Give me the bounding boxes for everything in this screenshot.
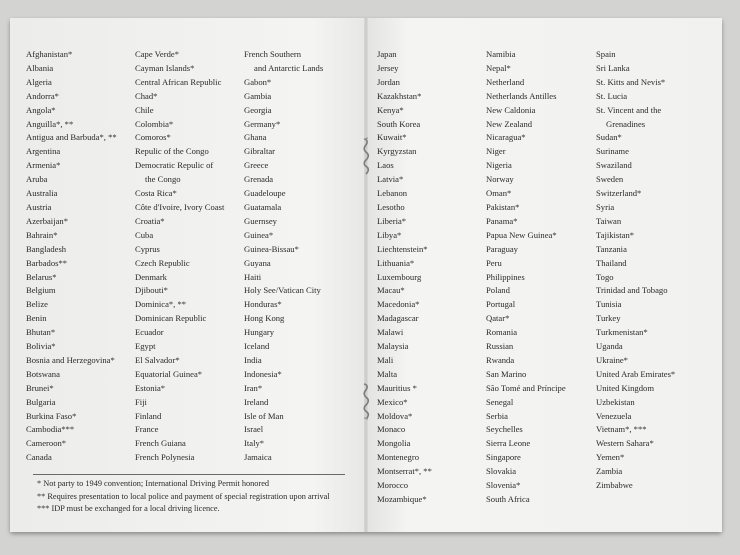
country-entry: Azerbaijan* bbox=[26, 215, 68, 226]
country-entry: El Salvador* bbox=[135, 354, 180, 365]
country-entry: Ukraine* bbox=[596, 354, 628, 365]
country-entry: Malawi bbox=[377, 327, 404, 338]
country-entry: Mozambique* bbox=[377, 494, 427, 504]
country-entry: Vietnam*, *** bbox=[596, 424, 647, 435]
country-entry: Burkina Faso* bbox=[26, 410, 77, 421]
country-entry: Macedonia* bbox=[377, 299, 420, 310]
country-entry: São Tomé and Príncipe bbox=[486, 382, 566, 393]
country-entry: Bangladesh bbox=[26, 243, 67, 254]
country-entry: Thailand bbox=[596, 257, 627, 268]
country-entry: Nicaragua* bbox=[486, 132, 526, 143]
country-entry: Grenada bbox=[244, 174, 274, 185]
country-entry: Sudan* bbox=[596, 132, 622, 143]
country-entry: Belize bbox=[26, 299, 48, 310]
footnote-double-asterisk: ** Requires presentation to local police and payment of special registration upon arrival bbox=[37, 491, 330, 501]
country-entry: Russian bbox=[486, 341, 514, 352]
country-entry: Western Sahara* bbox=[596, 438, 654, 449]
country-entry: Trinidad and Tobago bbox=[596, 285, 668, 296]
country-entry: Liechtenstein* bbox=[377, 243, 428, 254]
country-entry: Yemen* bbox=[596, 452, 625, 463]
country-entry: Guinea-Bissau* bbox=[244, 243, 299, 254]
country-entry: Panama* bbox=[486, 215, 518, 226]
country-entry: Cayman Islands* bbox=[135, 62, 195, 73]
country-column-5 bbox=[486, 48, 566, 507]
country-entry: Czech Republic bbox=[135, 257, 190, 268]
country-entry: Uganda bbox=[596, 341, 623, 352]
country-entry: Senegal bbox=[486, 396, 514, 407]
country-entry: India bbox=[244, 354, 262, 365]
country-entry: Costa Rica* bbox=[135, 188, 177, 199]
country-entry: Chad* bbox=[135, 90, 158, 101]
country-entry: St. Vincent and the bbox=[596, 104, 662, 115]
country-entry: Guadeloupe bbox=[244, 188, 286, 199]
country-entry: Cambodia*** bbox=[26, 424, 75, 435]
country-entry: Sierra Leone bbox=[486, 438, 531, 449]
country-entry: Kenya* bbox=[377, 104, 404, 115]
country-entry: Austria bbox=[26, 201, 52, 212]
country-entry: Guatamala bbox=[244, 201, 282, 212]
country-entry: Laos bbox=[377, 160, 394, 171]
country-entry: Armenia* bbox=[26, 160, 61, 171]
country-entry: Bolivia* bbox=[26, 341, 56, 352]
footnote-triple-asterisk: *** IDP must be exchanged for a local driving licence. bbox=[37, 504, 220, 514]
country-entry: Mauritius * bbox=[377, 382, 417, 393]
country-entry: Repulic of the Congo bbox=[135, 146, 209, 157]
country-entry: Ghana bbox=[244, 132, 267, 143]
country-entry: Israel bbox=[244, 424, 264, 435]
country-entry: French Guiana bbox=[135, 438, 186, 449]
country-entry: Equatorial Guinea* bbox=[135, 368, 203, 379]
country-entry: Gibraltar bbox=[244, 146, 276, 157]
country-entry: Djibouti* bbox=[135, 285, 168, 296]
country-entry: Niger bbox=[486, 146, 506, 157]
country-entry: Cuba bbox=[135, 229, 154, 240]
country-entry: Italy* bbox=[244, 438, 265, 449]
country-entry: St. Kitts and Nevis* bbox=[596, 76, 666, 87]
country-entry: Monaco bbox=[377, 424, 406, 435]
country-entry: Hong Kong bbox=[244, 313, 285, 324]
country-entry: Ireland bbox=[244, 396, 269, 407]
country-entry: Ecuador bbox=[135, 327, 164, 338]
country-entry: Indonesia* bbox=[244, 368, 282, 379]
country-entry: Tajikistan* bbox=[596, 229, 635, 240]
country-entry: Isle of Man bbox=[244, 410, 284, 421]
country-entry: Mali bbox=[377, 354, 394, 365]
country-entry: Côte d'Ivoire, Ivory Coast bbox=[135, 201, 225, 212]
country-entry: Holy See/Vatican City bbox=[244, 285, 321, 296]
country-entry: Zimbabwe bbox=[596, 480, 633, 491]
country-entry: Malaysia bbox=[377, 341, 409, 352]
country-entry: Poland bbox=[486, 285, 510, 296]
country-entry: Swaziland bbox=[596, 160, 632, 171]
country-column-1 bbox=[26, 48, 117, 465]
country-entry: Andorra* bbox=[26, 90, 59, 101]
country-entry: Switzerland* bbox=[596, 188, 642, 199]
country-entry: Portugal bbox=[486, 299, 516, 310]
country-entry: Denmark bbox=[135, 271, 167, 282]
country-entry: Greece bbox=[244, 160, 269, 171]
country-entry: Bosnia and Herzegovina* bbox=[26, 354, 115, 365]
country-entry: Tunisia bbox=[596, 299, 622, 310]
country-entry: Algeria bbox=[26, 76, 52, 87]
country-entry: Chile bbox=[135, 104, 154, 115]
country-entry: Taiwan bbox=[596, 215, 622, 226]
country-entry: Australia bbox=[26, 188, 58, 199]
country-entry: San Marino bbox=[486, 368, 527, 379]
country-entry: Slovenia* bbox=[486, 480, 521, 491]
country-entry: Spain bbox=[596, 49, 616, 59]
country-entry: Kyrgyzstan bbox=[377, 146, 417, 157]
country-entry: New Zealand bbox=[486, 118, 533, 129]
country-entry: Syria bbox=[596, 201, 615, 212]
country-entry: Belgium bbox=[26, 285, 56, 296]
country-entry: Afghanistan* bbox=[26, 49, 73, 59]
country-entry: Guyana bbox=[244, 257, 271, 268]
country-entry: Belarus* bbox=[26, 271, 57, 282]
country-entry: Zambia bbox=[596, 466, 623, 477]
country-entry: Macau* bbox=[377, 285, 405, 296]
booklet bbox=[10, 18, 722, 532]
country-entry: Serbia bbox=[486, 410, 508, 421]
country-entry: Pakistan* bbox=[486, 201, 520, 212]
country-entry: Lebanon bbox=[377, 188, 408, 199]
country-entry: Sri Lanka bbox=[596, 62, 630, 73]
country-entry: Angola* bbox=[26, 104, 56, 115]
country-entry: Latvia* bbox=[377, 174, 404, 185]
country-entry: New Caldonia bbox=[486, 104, 536, 115]
country-column-2 bbox=[135, 48, 224, 465]
country-entry: Guinea* bbox=[244, 229, 274, 240]
country-entry: Romania bbox=[486, 327, 518, 338]
country-entry: Guernsey bbox=[244, 215, 277, 226]
footnotes bbox=[37, 478, 330, 516]
country-entry: Malta bbox=[377, 368, 398, 379]
country-entry: Madagascar bbox=[377, 313, 419, 324]
country-entry: Seychelles bbox=[486, 424, 523, 435]
country-entry: Netherland bbox=[486, 76, 525, 87]
country-entry: Turkmenistan* bbox=[596, 327, 648, 338]
country-entry: Democratic Repulic of bbox=[135, 160, 214, 171]
country-entry: South Africa bbox=[486, 494, 530, 504]
country-entry: Haiti bbox=[244, 271, 262, 282]
country-entry: Kazakhstan* bbox=[377, 90, 422, 101]
country-entry: Nepal* bbox=[486, 62, 511, 73]
country-entry: Cyprus bbox=[135, 243, 160, 254]
country-entry: Suriname bbox=[596, 146, 629, 157]
country-column-6 bbox=[596, 48, 675, 493]
country-entry: Central African Republic bbox=[135, 76, 222, 87]
country-entry: Germany* bbox=[244, 118, 281, 129]
country-entry: Moldova* bbox=[377, 410, 413, 421]
country-entry: Sweden bbox=[596, 174, 624, 185]
country-entry: Grenadines bbox=[606, 118, 646, 129]
country-entry: Kuwait* bbox=[377, 132, 407, 143]
country-entry: Togo bbox=[596, 271, 614, 282]
country-entry: Qatar* bbox=[486, 313, 510, 324]
country-column-4 bbox=[377, 48, 432, 507]
country-entry: Luxembourg bbox=[377, 271, 422, 282]
country-column-3 bbox=[244, 48, 323, 465]
country-entry: Honduras* bbox=[244, 299, 282, 310]
country-entry: Cameroon* bbox=[26, 438, 67, 449]
country-entry: United Arab Emirates* bbox=[596, 368, 676, 379]
country-entry: Benin bbox=[26, 313, 47, 324]
country-entry: Montenegro bbox=[377, 452, 420, 463]
country-entry: Iceland bbox=[244, 341, 270, 352]
country-entry: the Congo bbox=[145, 174, 181, 185]
country-entry: Dominican Republic bbox=[135, 313, 207, 324]
country-entry: Fiji bbox=[135, 396, 147, 407]
country-entry: Morocco bbox=[377, 480, 409, 491]
country-entry: Georgia bbox=[244, 104, 272, 115]
country-entry: Aruba bbox=[26, 174, 48, 185]
footnote-single-asterisk: * Not party to 1949 convention; International Driving Permit honored bbox=[37, 479, 270, 488]
country-entry: Rwanda bbox=[486, 354, 515, 365]
country-entry: French Southern bbox=[244, 49, 302, 59]
country-entry: Philippines bbox=[486, 271, 525, 282]
country-entry: Papua New Guinea* bbox=[486, 229, 557, 240]
country-entry: United Kingdom bbox=[596, 382, 655, 393]
booklet-spine bbox=[364, 18, 368, 532]
country-entry: Venezuela bbox=[596, 410, 632, 421]
staple-top bbox=[359, 136, 373, 176]
country-entry: Jersey bbox=[377, 62, 399, 73]
country-entry: Bhutan* bbox=[26, 327, 56, 338]
country-entry: Hungary bbox=[244, 327, 275, 338]
country-entry: Gambia bbox=[244, 90, 272, 101]
country-entry: France bbox=[135, 424, 159, 435]
country-entry: and Antarctic Lands bbox=[254, 62, 324, 73]
country-entry: Japan bbox=[377, 49, 397, 59]
country-entry: French Polynesia bbox=[135, 452, 195, 463]
country-entry: Brunei* bbox=[26, 382, 54, 393]
country-entry: Croatia* bbox=[135, 215, 165, 226]
country-entry: Albania bbox=[26, 62, 54, 73]
country-entry: Argentina bbox=[26, 146, 61, 157]
country-entry: Peru bbox=[486, 257, 502, 268]
country-entry: Netherlands Antilles bbox=[486, 90, 557, 101]
country-entry: Tanzania bbox=[596, 243, 627, 254]
country-entry: Uzbekistan bbox=[596, 396, 635, 407]
country-entry: Libya* bbox=[377, 229, 402, 240]
country-entry: Mongolia bbox=[377, 438, 411, 449]
country-entry: Jamaica bbox=[244, 452, 272, 463]
country-entry: Comoros* bbox=[135, 132, 171, 143]
country-entry: Mexico* bbox=[377, 396, 408, 407]
country-entry: Singapore bbox=[486, 452, 521, 463]
country-entry: Egypt bbox=[135, 341, 156, 352]
country-entry: Botswana bbox=[26, 368, 60, 379]
country-entry: Finland bbox=[135, 410, 162, 421]
country-entry: St. Lucia bbox=[596, 90, 628, 101]
country-entry: Barbados** bbox=[26, 257, 68, 268]
country-entry: Anguilla*, ** bbox=[26, 118, 74, 129]
staple-bottom bbox=[359, 381, 373, 421]
country-entry: Lithuania* bbox=[377, 257, 415, 268]
country-entry: Dominica*, ** bbox=[135, 299, 187, 310]
country-entry: Iran* bbox=[244, 382, 263, 393]
country-entry: Norway bbox=[486, 174, 514, 185]
country-entry: Nigeria bbox=[486, 160, 512, 171]
country-entry: Jordan bbox=[377, 76, 400, 87]
country-entry: Slovakia bbox=[486, 466, 517, 477]
country-entry: Bulgaria bbox=[26, 396, 56, 407]
country-entry: Oman* bbox=[486, 188, 512, 199]
country-entry: Estonia* bbox=[135, 382, 166, 393]
country-entry: South Korea bbox=[377, 118, 421, 129]
country-entry: Canada bbox=[26, 452, 52, 463]
country-entry: Montserrat*, ** bbox=[377, 466, 432, 477]
country-entry: Gabon* bbox=[244, 76, 272, 87]
country-entry: Namibia bbox=[486, 49, 516, 59]
country-entry: Liberia* bbox=[377, 215, 407, 226]
country-entry: Bahrain* bbox=[26, 229, 58, 240]
country-entry: Antigua and Barbuda*, ** bbox=[26, 132, 117, 143]
country-entry: Cape Verde* bbox=[135, 49, 179, 59]
footnote-divider bbox=[33, 474, 345, 475]
country-entry: Turkey bbox=[596, 313, 621, 324]
country-entry: Paraguay bbox=[486, 243, 518, 254]
country-entry: Colombia* bbox=[135, 118, 174, 129]
country-entry: Lesotho bbox=[377, 201, 405, 212]
